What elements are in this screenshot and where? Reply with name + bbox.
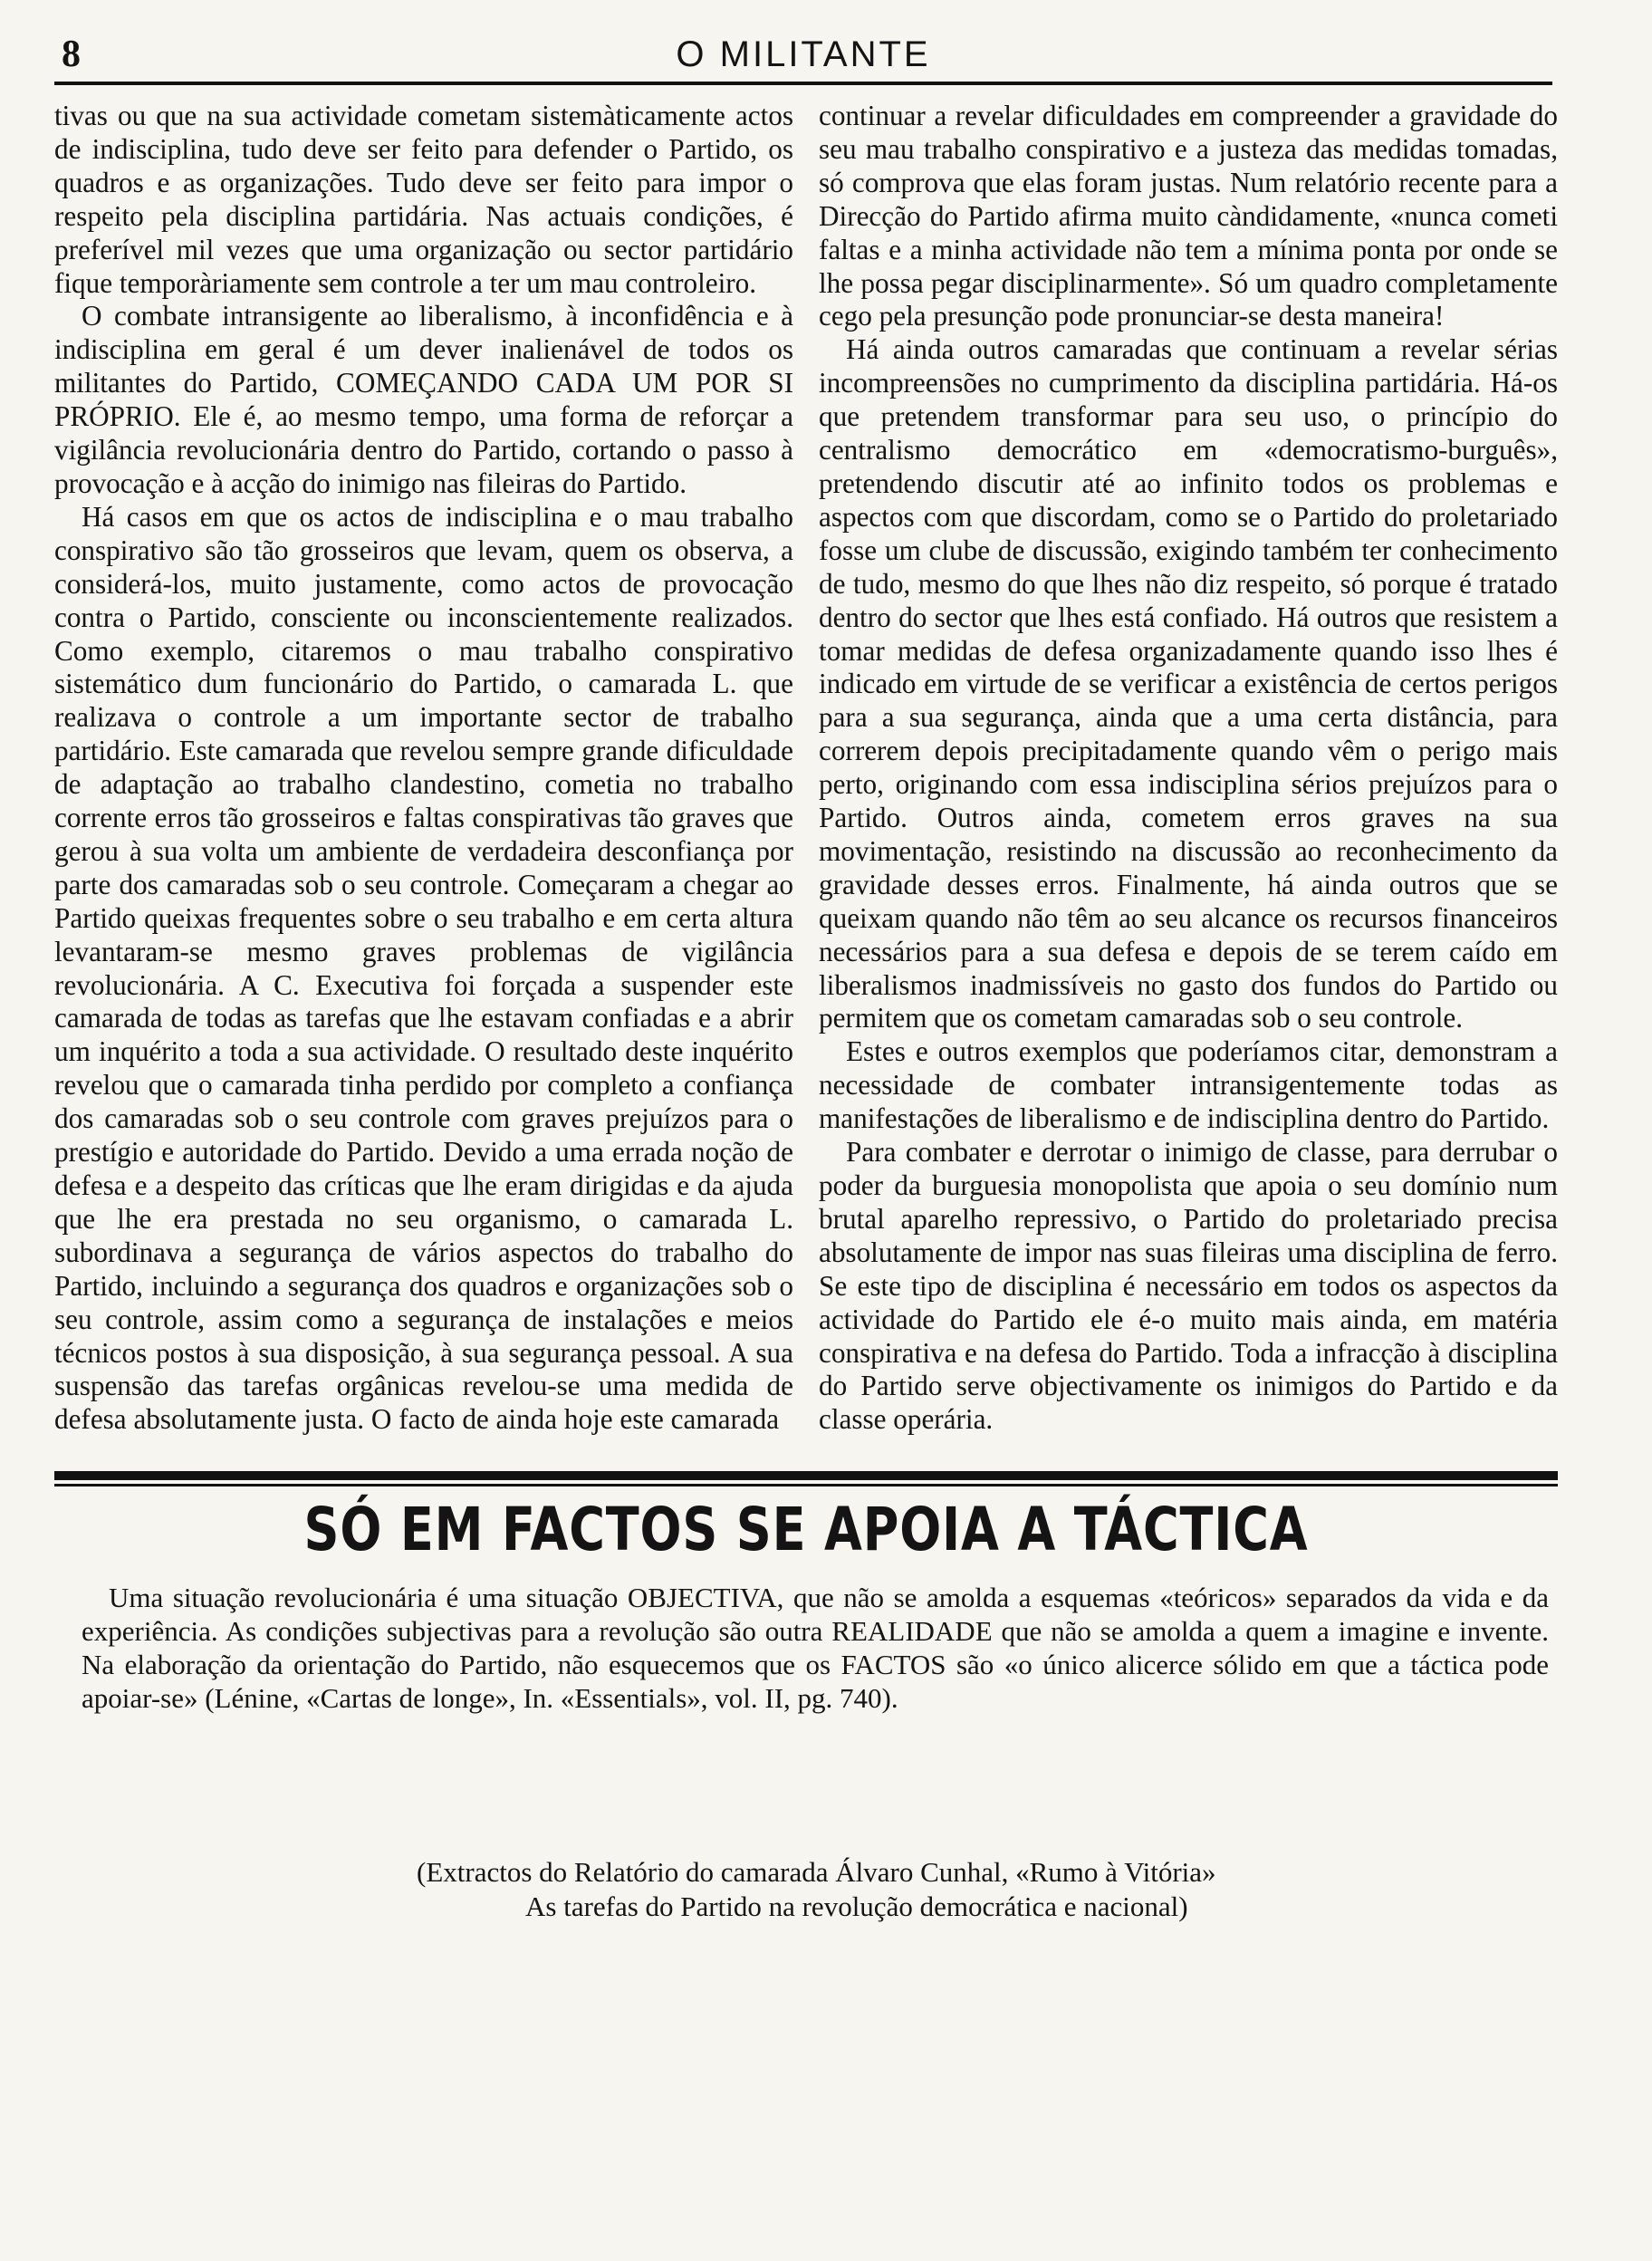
paragraph: Para combater e derrotar o inimigo de classe, para derrubar o poder da burguesia monopolista que apoia o seu domínio num brutal aparelho repressivo, o Partido do proletariado precisa absolutamente de impor nas suas fileiras uma disciplina de ferro. Se este tipo de disciplina é necessário em todos os aspectos da actividade do Partido ele é-o muito mais ainda, em matéria conspirativa e na defesa do Partido. Toda a infracção à disciplina do Partido serve objectivamente os inimigos do Partido e da classe operária. [819, 1136, 1558, 1436]
source-citation [417, 1855, 1558, 1924]
section-divider-thin [54, 1484, 1558, 1486]
paragraph: Há ainda outros camaradas que continuam a revelar sérias incompreensões no cumprimento da disciplina partidária. Há-os que pretendem transformar para seu uso, o princípio do centralismo democrático em «democratismo-burguês», pretendendo discutir até ao infinito todos os problemas e aspectos com que discordam, como se o Partido do proletariado fosse um clube de discussão, exigindo também ter conhecimento de tudo, mesmo do que lhes não diz respeito, só porque é tratado dentro do sector que lhes está confiado. Há outros que resistem a tomar medidas de defesa organizadamente quando isso lhes é indicado em virtude de se verificar a existência de certos perigos para a sua segurança, ainda que a uma certa distância, para correrem depois precipitadamente quando vêm o perigo mais perto, originando com essa indisciplina sérios prejuízos para o Partido. Outros ainda, cometem erros graves na sua movimentação, resistindo na discussão ao reconhecimento da gravidade desses erros. Finalmente, há ainda outros que se queixam quando não têm ao seu alcance os recursos financeiros necessários para a sua defesa e depois de se terem caído em liberalismos inadmissíveis no gasto dos fundos do Partido ou permitem que os cometam camaradas sob o seu controle. [819, 333, 1558, 1034]
paragraph: tivas ou que na sua actividade cometam sistemàticamente actos de indisciplina, tudo deve ser feito para defender o Partido, os quadros e as organizações. Tudo deve ser feito para impor o respeito pela disciplina partidária. Nas actuais condições, é preferível mil vezes que uma organização ou sector partidário fique temporàriamente sem controle a ter um mau controleiro. [54, 100, 793, 299]
paragraph: O combate intransigente ao liberalismo, à inconfidência e à indisciplina em geral é um dever inalienável de todos os militantes do Partido, COMEÇANDO CADA UM POR SI PRÓPRIO. Ele é, ao mesmo tempo, uma forma de reforçar a vigilância revolucionária dentro do Partido, cortando o passo à provocação e à acção do inimigo nas fileiras do Partido. [54, 300, 793, 499]
paragraph: Estes e outros exemplos que poderíamos citar, demonstram a necessidade de combater intransigentemente todas as manifestações de liberalismo e de indisciplina dentro do Partido. [819, 1035, 1558, 1135]
right-column [819, 100, 1558, 1458]
page-header [54, 27, 1552, 85]
journal-title: O MILITANTE [676, 34, 931, 74]
page-number: 8 [62, 34, 81, 75]
box-title: SÓ EM FACTOS SE APOIA A TÁCTICA [303, 1495, 1309, 1564]
paragraph: continuar a revelar dificuldades em compreender a gravidade do seu mau trabalho conspirativo e a justeza das medidas tomadas, só comprova que elas foram justas. Num relatório recente para a Direcção do Partido afirma muito càndidamente, «nunca cometi faltas e a minha actividade não tem a mínima ponta por onde se lhe possa pegar disciplinarmente». Só um quadro completamente cego pela presunção pode pronunciar-se desta maneira! [819, 100, 1558, 332]
paragraph: Há casos em que os actos de indisciplina e o mau trabalho conspirativo são tão grosseiros que levam, quem os observa, a considerá-los, muito justamente, como actos de provocação contra o Partido, consciente ou inconscientemente realizados. Como exemplo, citaremos o mau trabalho conspirativo sistemático dum funcionário do Partido, o camarada L. que realizava o controle a um importante sector de trabalho partidário. Este camarada que revelou sempre grande dificuldade de adaptação ao trabalho clandestino, cometia no trabalho corrente erros tão grosseiros e faltas conspirativas tão graves que gerou à sua volta um ambiente de verdadeira desconfiança por parte dos camaradas sob o seu controle. Começaram a chegar ao Partido queixas frequentes sobre o seu trabalho e em certa altura levantaram-se mesmo graves problemas de vigilância revolucionária. A C. Executiva foi forçada a suspender este camarada de todas as tarefas que lhe estavam confiadas e a abrir um inquérito a toda a sua actividade. O resultado deste inquérito revelou que o camarada tinha perdido por completo a confiança dos camaradas sob o seu controle com graves prejuízos para o prestígio e autoridade do Partido. Devido a uma errada noção de defesa e a despeito das críticas que lhe eram dirigidas e da ajuda que lhe era prestada no seu organismo, o camarada L. subordinava a segurança de vários aspectos do trabalho do Partido, incluindo a segurança dos quadros e organizações sob o seu controle, assim como a segurança de instalações e meios técnicos postos à sua disposição, à sua segurança pessoal. A sua suspensão das tarefas orgânicas revelou-se uma medida de defesa absolutamente justa. O facto de ainda hoje este camarada [54, 500, 793, 1436]
section-divider-thick [54, 1471, 1558, 1480]
source-line-1: (Extractos do Relatório do camarada Álvaro Cunhal, «Rumo à Vitória» [417, 1856, 1216, 1888]
box-quote: Uma situação revolucionária é uma situação OBJECTIVA, que não se amolda a esquemas «teóricos» separados da vida e da experiência. As condições subjectivas para a revolução são outra REALIDADE que não se amolda a quem a imagine e invente. Na elaboração da orientação do Partido, não esquecemos que os FACTOS são «o único alicerce sólido em que a táctica pode apoiar-se» (Lénine, «Cartas de longe», In. «Essentials», vol. II, pg. 740). [82, 1582, 1549, 1714]
source-line-2: As tarefas do Partido na revolução democrática e nacional) [525, 1891, 1188, 1922]
article-columns [54, 100, 1558, 1458]
left-column [54, 100, 793, 1458]
